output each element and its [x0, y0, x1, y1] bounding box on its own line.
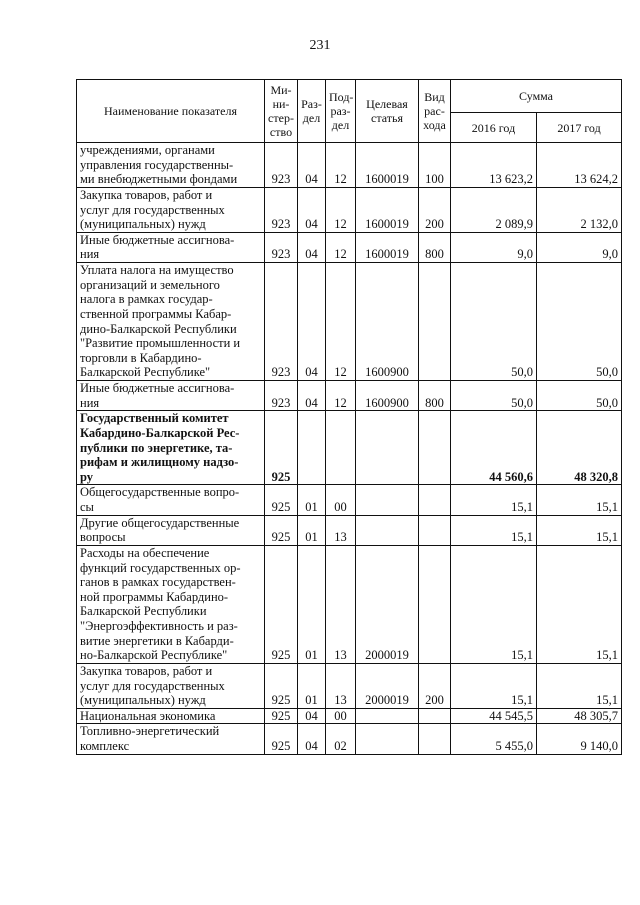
indicator-name-line: Расходы на обеспечение [80, 545, 210, 560]
indicator-name-line: публики по энергетике, та- [80, 440, 233, 455]
cell-sum-2017: 48 305,7 [537, 708, 622, 724]
cell-ministry: 925 [265, 724, 298, 754]
cell-indicator-name [77, 515, 265, 545]
cell-target-article [356, 411, 419, 485]
cell-subsection: 02 [326, 724, 356, 754]
header-target-article [356, 80, 419, 143]
header-year-2016: 2016 год [451, 113, 537, 143]
indicator-name-line: учреждениями, органами [80, 143, 215, 157]
cell-section: 04 [298, 724, 326, 754]
cell-sum-2016: 5 455,0 [451, 724, 537, 754]
cell-indicator-name [77, 485, 265, 515]
header-line: ство [269, 125, 293, 140]
indicator-name-line: Закупка товаров, работ и [80, 187, 213, 202]
indicator-name-line: Общегосударственные вопро- [80, 485, 240, 500]
cell-indicator-name [77, 545, 265, 663]
indicator-name-line: ния [80, 247, 100, 262]
indicator-name-line: комплекс [80, 739, 130, 753]
cell-ministry: 923 [265, 381, 298, 411]
cell-indicator-name [77, 708, 265, 724]
cell-subsection: 13 [326, 663, 356, 708]
cell-expense-type: 100 [419, 143, 451, 188]
cell-indicator-name [77, 263, 265, 381]
cell-subsection: 00 [326, 485, 356, 515]
indicator-name-line: ственной программы Кабар- [80, 306, 232, 321]
cell-expense-type: 800 [419, 232, 451, 262]
cell-target-article [356, 708, 419, 724]
cell-expense-type [419, 724, 451, 754]
cell-subsection: 12 [326, 232, 356, 262]
indicator-name-line: (муниципальных) нужд [80, 217, 206, 232]
header-section [298, 80, 326, 143]
cell-target-article: 2000019 [356, 663, 419, 708]
cell-sum-2016: 50,0 [451, 263, 537, 381]
cell-sum-2016: 15,1 [451, 485, 537, 515]
cell-sum-2016: 15,1 [451, 515, 537, 545]
table-row [77, 143, 622, 188]
cell-section: 04 [298, 708, 326, 724]
cell-sum-2017: 50,0 [537, 381, 622, 411]
indicator-name-line: услуг для государственных [80, 678, 225, 693]
cell-target-article: 1600019 [356, 232, 419, 262]
indicator-name-line: сы [80, 500, 94, 514]
cell-indicator-name [77, 143, 265, 188]
cell-ministry: 925 [265, 663, 298, 708]
header-line: рас- [424, 103, 445, 118]
cell-subsection [326, 411, 356, 485]
cell-ministry: 923 [265, 232, 298, 262]
table-row [77, 187, 622, 232]
cell-sum-2016: 15,1 [451, 663, 537, 708]
indicator-name-line: ми внебюджетными фондами [80, 172, 238, 187]
cell-indicator-name [77, 381, 265, 411]
cell-target-article: 1600019 [356, 143, 419, 188]
cell-section: 01 [298, 515, 326, 545]
cell-sum-2016: 13 623,2 [451, 143, 537, 188]
cell-expense-type: 800 [419, 381, 451, 411]
header-name: Наименование показателя [77, 80, 265, 143]
indicator-name-line: Другие общегосударственные [80, 515, 240, 530]
cell-target-article: 1600900 [356, 263, 419, 381]
indicator-name-line: управления государственны- [80, 157, 234, 172]
table-row [77, 545, 622, 663]
indicator-name-line: но-Балкарской Республике" [80, 648, 228, 663]
header-line: хода [423, 118, 446, 133]
header-subsection [326, 80, 356, 143]
cell-expense-type [419, 411, 451, 485]
table-row [77, 381, 622, 411]
cell-indicator-name [77, 187, 265, 232]
cell-subsection: 00 [326, 708, 356, 724]
cell-sum-2016: 50,0 [451, 381, 537, 411]
cell-sum-2017: 15,1 [537, 663, 622, 708]
header-line: дел [331, 118, 350, 133]
header-line: стер- [268, 111, 294, 125]
cell-expense-type [419, 545, 451, 663]
indicator-name-line: ной программы Кабардино- [80, 589, 229, 604]
cell-section: 01 [298, 545, 326, 663]
cell-expense-type [419, 515, 451, 545]
cell-expense-type: 200 [419, 663, 451, 708]
indicator-name-line: (муниципальных) нужд [80, 693, 206, 708]
cell-section: 04 [298, 232, 326, 262]
cell-subsection: 13 [326, 515, 356, 545]
cell-expense-type [419, 263, 451, 381]
header-expense-type [419, 80, 451, 143]
cell-sum-2017: 50,0 [537, 263, 622, 381]
indicator-name-line: ганов в рамках государствен- [80, 575, 236, 590]
header-sum: Сумма [451, 80, 622, 113]
cell-ministry: 923 [265, 263, 298, 381]
indicator-name-line: торговли в Кабардино- [80, 350, 202, 365]
indicator-name-line: Государственный комитет [80, 411, 229, 426]
table-row [77, 485, 622, 515]
indicator-name-line: Балкарской Республики [80, 604, 207, 619]
indicator-name-line: ру [80, 469, 94, 484]
header-line: Под- [329, 89, 354, 104]
cell-sum-2017: 13 624,2 [537, 143, 622, 188]
cell-target-article [356, 485, 419, 515]
cell-sum-2016: 9,0 [451, 232, 537, 262]
cell-section: 04 [298, 187, 326, 232]
cell-expense-type: 200 [419, 187, 451, 232]
header-line: Целевая [366, 96, 408, 111]
indicator-name-line: налога в рамках государ- [80, 292, 213, 307]
cell-ministry: 925 [265, 515, 298, 545]
cell-section: 01 [298, 663, 326, 708]
cell-target-article: 2000019 [356, 545, 419, 663]
cell-target-article: 1600019 [356, 187, 419, 232]
budget-table [76, 79, 622, 755]
cell-section: 01 [298, 485, 326, 515]
cell-ministry: 923 [265, 143, 298, 188]
header-line: Раз- [301, 96, 322, 111]
cell-target-article [356, 724, 419, 754]
table-row [77, 411, 622, 485]
indicator-name-line: "Развитие промышленности и [80, 336, 241, 351]
cell-subsection: 13 [326, 545, 356, 663]
cell-section: 04 [298, 263, 326, 381]
cell-subsection: 12 [326, 143, 356, 188]
indicator-name-line: услуг для государственных [80, 202, 225, 217]
indicator-name-line: Топливно-энергетический [80, 724, 220, 739]
cell-ministry: 925 [265, 545, 298, 663]
cell-section: 04 [298, 143, 326, 188]
indicator-name-line: Иные бюджетные ассигнова- [80, 232, 235, 247]
cell-sum-2017: 48 320,8 [537, 411, 622, 485]
table-row [77, 724, 622, 754]
cell-section [298, 411, 326, 485]
cell-indicator-name [77, 663, 265, 708]
cell-sum-2017: 9,0 [537, 232, 622, 262]
header-row [77, 80, 622, 113]
indicator-name-line: функций государственных ор- [80, 560, 241, 575]
indicator-name-line: вопросы [80, 530, 126, 545]
cell-sum-2016: 15,1 [451, 545, 537, 663]
cell-indicator-name [77, 232, 265, 262]
indicator-name-line: Кабардино-Балкарской Рес- [80, 425, 240, 440]
indicator-name-line: ния [80, 395, 100, 410]
header-year-2017: 2017 год [537, 113, 622, 143]
header-line: дел [302, 111, 321, 125]
cell-indicator-name [77, 724, 265, 754]
table-row [77, 515, 622, 545]
cell-indicator-name [77, 411, 265, 485]
indicator-name-line: Балкарской Республике" [80, 365, 211, 380]
cell-section: 04 [298, 381, 326, 411]
indicator-name-line: Уплата налога на имущество [80, 263, 234, 277]
cell-target-article: 1600900 [356, 381, 419, 411]
indicator-name-line: Закупка товаров, работ и [80, 663, 213, 678]
header-line: статья [371, 111, 403, 125]
indicator-name-line: организаций и земельного [80, 277, 220, 292]
indicator-name-line: Национальная экономика [80, 708, 216, 723]
cell-sum-2017: 9 140,0 [537, 724, 622, 754]
header-line: ни- [272, 96, 290, 111]
cell-subsection: 12 [326, 187, 356, 232]
cell-ministry: 925 [265, 708, 298, 724]
cell-sum-2017: 15,1 [537, 485, 622, 515]
cell-sum-2016: 44 545,5 [451, 708, 537, 724]
table-row [77, 708, 622, 724]
header-line: Вид [424, 89, 445, 104]
indicator-name-line: витие энергетики в Кабарди- [80, 633, 234, 648]
cell-sum-2017: 15,1 [537, 545, 622, 663]
cell-sum-2017: 2 132,0 [537, 187, 622, 232]
cell-ministry: 923 [265, 187, 298, 232]
cell-target-article [356, 515, 419, 545]
page-number: 231 [309, 38, 331, 53]
table-row [77, 232, 622, 262]
indicator-name-line: дино-Балкарской Республики [80, 321, 237, 336]
table-body [77, 143, 622, 755]
header-line: раз- [330, 103, 351, 118]
cell-sum-2016: 44 560,6 [451, 411, 537, 485]
table-row [77, 663, 622, 708]
cell-sum-2017: 15,1 [537, 515, 622, 545]
indicator-name-line: рифам и жилищному надзо- [80, 455, 239, 470]
table-row [77, 263, 622, 381]
cell-ministry: 925 [265, 411, 298, 485]
indicator-name-line: "Энергоэффективность и раз- [80, 619, 238, 633]
header-line: Ми- [270, 82, 292, 97]
header-ministry [265, 80, 298, 143]
cell-subsection: 12 [326, 381, 356, 411]
cell-sum-2016: 2 089,9 [451, 187, 537, 232]
cell-expense-type [419, 708, 451, 724]
cell-ministry: 925 [265, 485, 298, 515]
indicator-name-line: Иные бюджетные ассигнова- [80, 381, 235, 395]
cell-expense-type [419, 485, 451, 515]
cell-subsection: 12 [326, 263, 356, 381]
